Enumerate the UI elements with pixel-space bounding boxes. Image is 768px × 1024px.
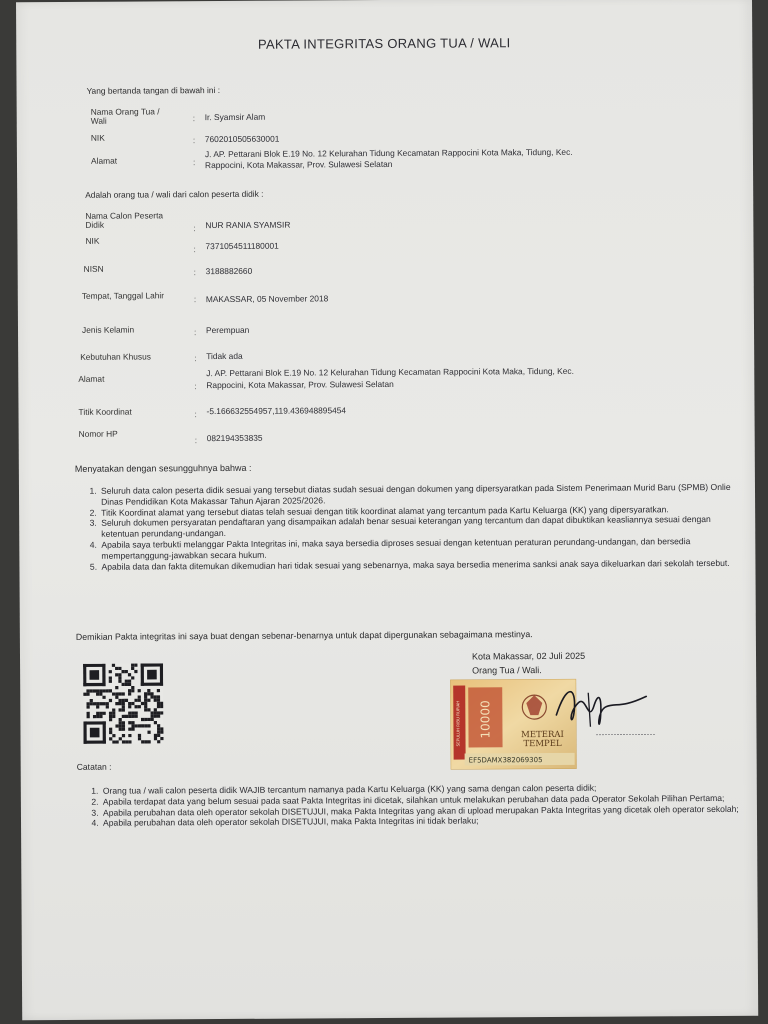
closing-statement: Demikian Pakta integritas ini saya buat dengan sebenar-benarnya untuk dapat dipergunakan sebagaimana mestinya. xyxy=(75,629,533,642)
student-address-label: Alamat xyxy=(78,373,105,384)
stamp-value: 10000 xyxy=(478,700,493,739)
declaration-item: 5. Apabila data dan fakta ditemukan dikemudian hari tidak sesuai yang sebenarnya, maka saya bersedia menerima sanksi anak saya dikeluarkan dari sekolah tersebut. xyxy=(99,557,739,572)
student-coord-label: Titik Koordinat xyxy=(78,406,132,417)
place-date: Kota Makassar, 02 Juli 2025 xyxy=(471,650,586,662)
student-nik-label: NIK xyxy=(85,235,100,246)
student-name-label-line1: Nama Calon Peserta xyxy=(85,210,164,221)
parent-name-label xyxy=(91,107,160,125)
student-nik-value: 7371054511180001 xyxy=(205,240,279,252)
student-address-line1: J. AP. Pettarani Blok E.19 No. 12 Kelurahan Tidung Kecamatan Rappocini Kota Maka, Tidung, Kec. xyxy=(206,365,574,379)
signature xyxy=(536,674,656,745)
parent-address-label: Alamat xyxy=(90,155,118,166)
declaration-intro: Menyatakan dengan sesungguhnya bahwa : xyxy=(74,462,252,474)
signer-role: Orang Tua / Wali. xyxy=(472,665,542,676)
colon: : xyxy=(193,244,196,255)
declaration-list xyxy=(83,482,740,572)
parent-nik-label: NIK xyxy=(90,132,105,143)
intro-text: Yang bertanda tangan di bawah ini : xyxy=(86,85,221,96)
student-ttl-label: Tempat, Tanggal Lahir xyxy=(81,290,165,301)
qr-code-icon xyxy=(83,663,163,743)
colon: : xyxy=(193,223,196,234)
student-name-label xyxy=(85,211,163,229)
student-needs-value: Tidak ada xyxy=(206,350,243,362)
student-phone-value: 082194353835 xyxy=(206,432,263,444)
colon: : xyxy=(192,157,196,168)
colon: : xyxy=(193,327,197,338)
stamp-text-line1: METERAI xyxy=(521,729,564,741)
student-gender-label: Jenis Kelamin xyxy=(81,324,135,335)
student-name-label-line2: Didik xyxy=(85,219,105,230)
colon: : xyxy=(192,135,196,146)
student-needs-label: Kebutuhan Khusus xyxy=(80,351,151,362)
colon: : xyxy=(193,294,197,305)
colon: : xyxy=(194,435,198,446)
colon: : xyxy=(194,381,197,392)
student-address-value xyxy=(206,365,574,391)
student-ttl-value: MAKASSAR, 05 November 2018 xyxy=(205,293,329,305)
declaration-item: 1. Seluruh data calon peserta didik sesuai yang tersebut diatas sudah sesuai dengan dokumen yang dipersyaratkan pada Sistem Penerimaan Murid Baru (SPMB) Onlie Dinas Pendidikan Kota Makassar Tahun Ajaran 2025/2026. xyxy=(99,482,739,508)
student-name-value: NUR RANIA SYAMSIR xyxy=(205,219,291,231)
student-intro-text: Adalah orang tua / wali dari calon peserta didik : xyxy=(85,188,264,200)
note-item: 1. Orang tua / wali calon peserta didik WAJIB tercantum namanya pada Kartu Keluarga (KK) yang sama dengan calon peserta didik; xyxy=(101,782,751,797)
parent-address-line1: J. AP. Pettarani Blok E.19 No. 12 Kelurahan Tidung Kecamatan Rappocini Kota Maka, Tidung, Kec. xyxy=(204,146,573,160)
parent-address-line2: Rappocini, Kota Makassar, Prov. Sulawesi Selatan xyxy=(204,158,393,171)
colon: : xyxy=(192,113,196,124)
parent-address-value xyxy=(205,147,573,171)
declaration-item: 2. Titik Koordinat alamat yang tersebut diatas telah sesuai dengan titik koordinat alamat yang tercantum pada Kartu Keluarga (KK) yang dipersyaratkan. xyxy=(99,503,739,518)
notes-label: Catatan : xyxy=(76,761,112,772)
parent-name-value: Ir. Syamsir Alam xyxy=(204,111,266,123)
colon: : xyxy=(193,267,197,278)
document-page xyxy=(16,0,758,1020)
student-coord-value: -5.166632554957,119.436948895454 xyxy=(206,405,347,417)
stamp-text-line2: TEMPEL xyxy=(523,738,562,750)
stamp-serial: EF5DAMX382069305 xyxy=(468,756,543,765)
note-item: 4. Apabila perubahan data oleh operator sekolah DISETUJUI, maka Pakta Integritas ini tidak berlaku; xyxy=(101,814,751,829)
note-item: 2. Apabila terdapat data yang belum sesuai pada saat Pakta Integritas ini dicetak, silahkan untuk melakukan perubahan data pada Operator Sekolah Pilihan Pertama; xyxy=(101,793,751,808)
note-item: 3. Apabila perubahan data oleh operator sekolah DISETUJUI, maka Pakta Integritas yang akan di upload merupakan Pakta Integritas yang dicetak oleh operator sekolah; xyxy=(101,803,751,818)
parent-name-label-line1: Nama Orang Tua / xyxy=(90,106,160,117)
declaration-item: 3. Seluruh dokumen persyaratan pendaftaran yang disampaikan adalah benar sesuai keterangan yang tercantum dan dapat dibuktikan keasliannya sesuai dengan ketentuan perundang-undangan. xyxy=(99,514,739,540)
student-address-line2: Rappocini, Kota Makassar, Prov. Sulawesi Selatan xyxy=(206,378,394,391)
student-gender-value: Perempuan xyxy=(205,324,250,336)
stamp-side-text: SEPULUH RIBU RUPIAH xyxy=(455,700,461,747)
student-phone-label: Nomor HP xyxy=(78,428,118,439)
colon: : xyxy=(194,353,197,364)
colon: : xyxy=(194,409,197,420)
parent-nik-value: 7602010505630001 xyxy=(204,133,280,145)
parent-name-label-line2: Wali xyxy=(90,115,107,126)
student-nisn-value: 3188882660 xyxy=(205,265,253,277)
declaration-item: 4. Apabila saya terbukti melanggar Pakta Integritas ini, maka saya bersedia diproses sesuai dengan ketentuan peraturan perundang-undangan, dan bersedia mempertanggung-jawabkan secara hukum. xyxy=(99,536,739,562)
notes-list xyxy=(85,782,751,829)
document-title: PAKTA INTEGRITAS ORANG TUA / WALI xyxy=(257,35,511,52)
student-nisn-label: NISN xyxy=(83,263,104,274)
